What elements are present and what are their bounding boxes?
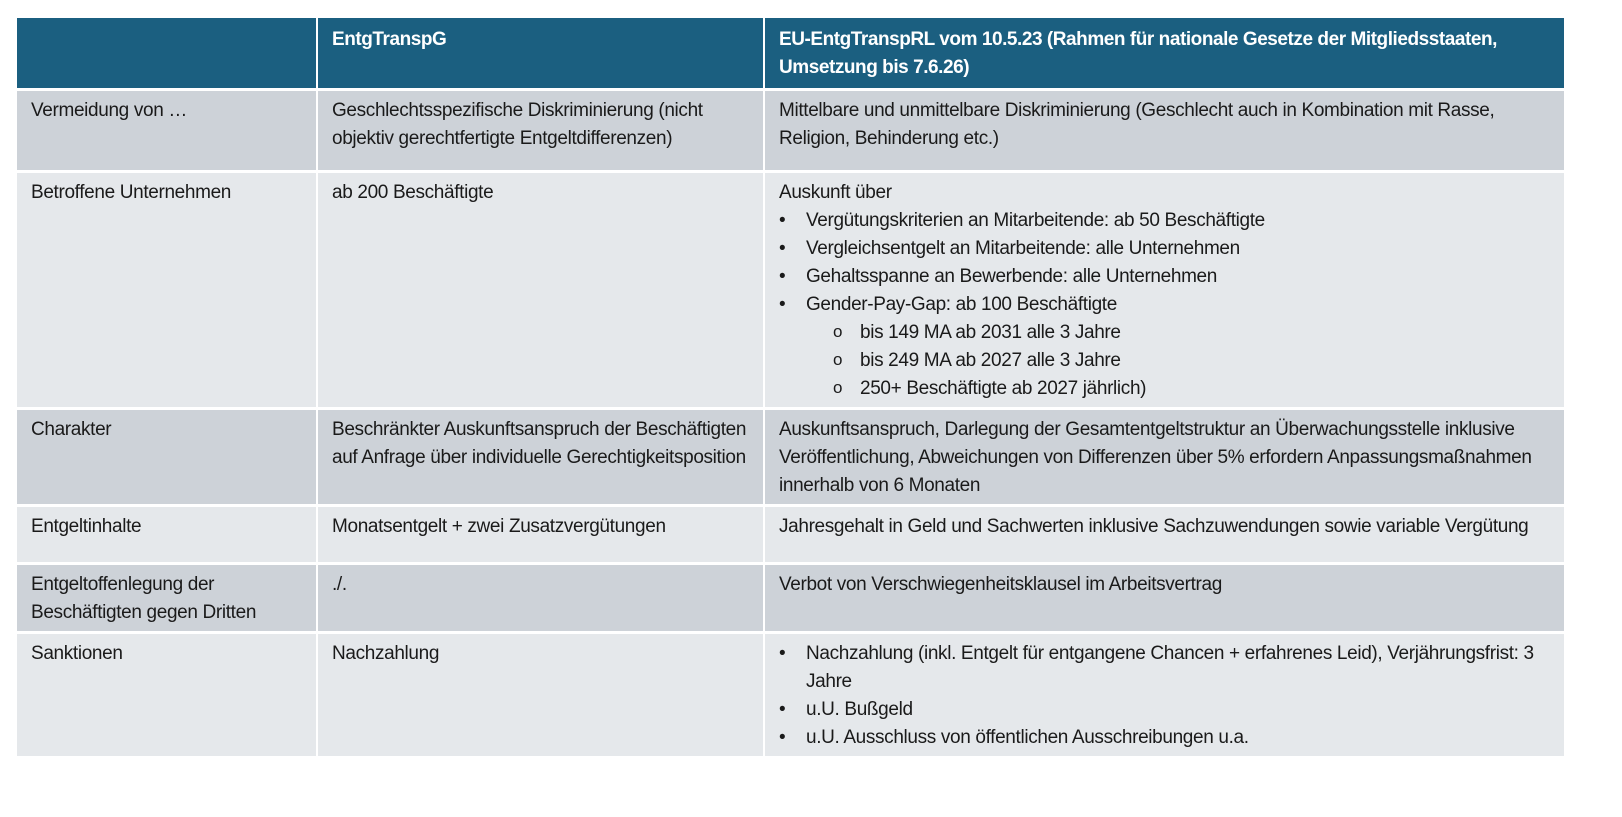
cell-entgtranspg: Nachzahlung [318, 634, 765, 759]
cell-intro-text: Auskunft über [779, 182, 892, 203]
bullet-item: • Nachzahlung (inkl. Entgelt für entgangene Chancen + erfahrenes Leid), Verjährungsfrist: 3 Jahre [779, 640, 1550, 696]
header-cell-criteria [17, 18, 318, 91]
row-label: Charakter [17, 410, 318, 507]
table-row [17, 565, 1564, 634]
cell-eu-directive [765, 634, 1564, 759]
cell-entgtranspg: ab 200 Beschäftigte [318, 173, 765, 410]
bullet-item: • u.U. Ausschluss von öffentlichen Ausschreibungen u.a. [779, 724, 1550, 752]
bullet-item: • u.U. Bußgeld [779, 696, 1550, 724]
row-label: Vermeidung von … [17, 91, 318, 173]
cell-eu-directive: Jahresgehalt in Geld und Sachwerten inklusive Sachzuwendungen sowie variable Vergütung [765, 507, 1564, 565]
row-label: Entgeltinhalte [17, 507, 318, 565]
bullet-item: • Gehaltsspanne an Bewerbende: alle Unternehmen [779, 263, 1550, 291]
bullet-item: • Vergütungskriterien an Mitarbeitende: ab 50 Beschäftigte [779, 207, 1550, 235]
bullet-item: • Gender-Pay-Gap: ab 100 Beschäftigte [779, 291, 1550, 319]
header-cell-eu-directive: EU-EntgTranspRL vom 10.5.23 (Rahmen für nationale Gesetze der Mitgliedsstaaten, Umsetzung bis 7.6.26) [765, 18, 1564, 91]
table-row [17, 507, 1564, 565]
cell-eu-directive: Mittelbare und unmittelbare Diskriminierung (Geschlecht auch in Kombination mit Rasse, Religion, Behinderung etc.) [765, 91, 1564, 173]
table-row [17, 410, 1564, 507]
table-row [17, 91, 1564, 173]
sub-bullet-item: o bis 149 MA ab 2031 alle 3 Jahre [779, 319, 1550, 347]
cell-entgtranspg: ./. [318, 565, 765, 634]
cell-eu-directive: Auskunftsanspruch, Darlegung der Gesamtentgeltstruktur an Überwachungsstelle inklusive Veröffentlichung, Abweichungen von Differenzen über 5% erfordern Anpassungsmaßnahmen innerhalb von 6 Monaten [765, 410, 1564, 507]
comparison-table-container [17, 18, 1564, 759]
cell-entgtranspg: Monatsentgelt + zwei Zusatzvergütungen [318, 507, 765, 565]
table-row [17, 173, 1564, 410]
bullet-item: • Vergleichsentgelt an Mitarbeitende: alle Unternehmen [779, 235, 1550, 263]
table-row [17, 634, 1564, 759]
cell-eu-directive: Verbot von Verschwiegenheitsklausel im Arbeitsvertrag [765, 565, 1564, 634]
bullet-list [779, 640, 1550, 752]
cell-eu-directive [765, 173, 1564, 410]
row-label: Entgeltoffenlegung der Beschäftigten gegen Dritten [17, 565, 318, 634]
table-header-row [17, 18, 1564, 91]
row-label: Sanktionen [17, 634, 318, 759]
sub-bullet-list [779, 319, 1550, 403]
header-cell-entgtranspg: EntgTranspG [318, 18, 765, 91]
row-label: Betroffene Unternehmen [17, 173, 318, 410]
sub-bullet-item: o bis 249 MA ab 2027 alle 3 Jahre [779, 347, 1550, 375]
cell-entgtranspg: Geschlechtsspezifische Diskriminierung (nicht objektiv gerechtfertigte Entgeltdifferenzen) [318, 91, 765, 173]
comparison-table [17, 18, 1564, 759]
sub-bullet-item: o 250+ Beschäftigte ab 2027 jährlich) [779, 375, 1550, 403]
cell-entgtranspg: Beschränkter Auskunftsanspruch der Beschäftigten auf Anfrage über individuelle Gerechtigkeitsposition [318, 410, 765, 507]
bullet-list [779, 207, 1550, 319]
